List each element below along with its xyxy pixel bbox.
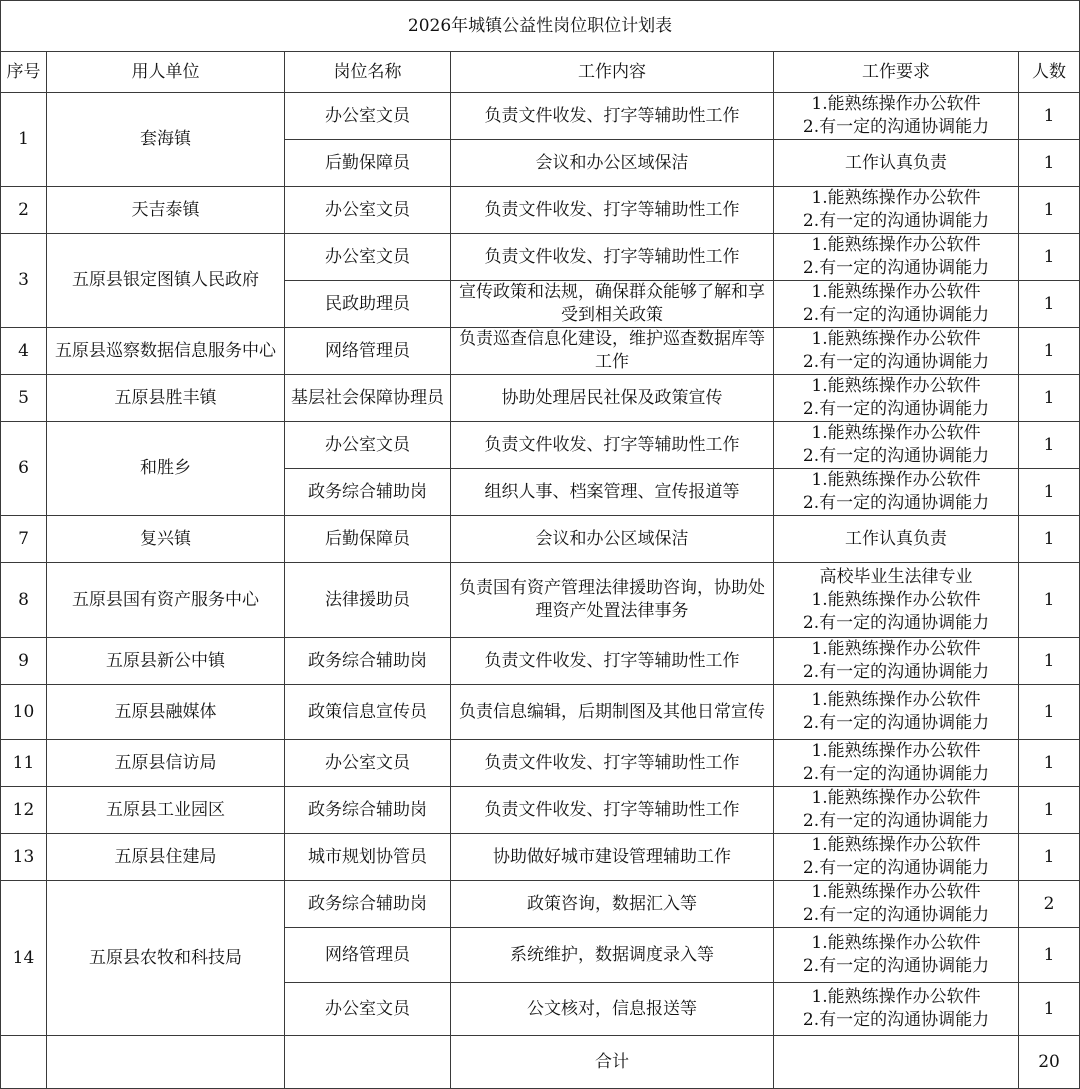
cell-position: 办公室文员 [285, 983, 451, 1036]
cell-position: 网络管理员 [285, 328, 451, 375]
cell-content: 负责巡查信息化建设，维护巡查数据库等工作 [451, 328, 774, 375]
requirement-line: 1.能熟练操作办公软件 [811, 235, 981, 255]
table-row [1, 881, 1080, 928]
header-unit: 用人单位 [47, 52, 285, 93]
total-label: 合计 [451, 1036, 774, 1089]
requirement-line: 1.能熟练操作办公软件 [811, 882, 981, 902]
requirement-line: 高校毕业生法律专业 [819, 566, 973, 587]
cell-content: 会议和办公区域保洁 [451, 516, 774, 563]
cell-content: 宣传政策和法规，确保群众能够了解和享受到相关政策 [451, 281, 774, 328]
table-row [1, 328, 1080, 375]
cell-position: 政策信息宣传员 [285, 685, 451, 740]
cell-position: 法律援助员 [285, 563, 451, 638]
requirement-line: 2.有一定的沟通协调能力 [802, 305, 990, 325]
table-row [1, 375, 1080, 422]
table-row [1, 93, 1080, 140]
cell-seq: 2 [1, 187, 47, 234]
cell-content: 负责文件收发、打字等辅助性工作 [451, 787, 774, 834]
requirement-line: 2.有一定的沟通协调能力 [802, 764, 990, 784]
cell-seq: 14 [1, 881, 47, 1036]
requirement-line: 2.有一定的沟通协调能力 [802, 662, 990, 682]
cell-count: 1 [1019, 983, 1080, 1036]
cell-count: 1 [1019, 516, 1080, 563]
cell-seq: 4 [1, 328, 47, 375]
cell-content: 系统维护，数据调度录入等 [451, 928, 774, 983]
requirement-line: 1.能熟练操作办公软件 [811, 788, 981, 808]
cell-unit: 五原县胜丰镇 [47, 375, 285, 422]
cell-content: 负责文件收发、打字等辅助性工作 [451, 234, 774, 281]
cell-count: 1 [1019, 928, 1080, 983]
cell-unit: 五原县巡察数据信息服务中心 [47, 328, 285, 375]
cell-position: 后勤保障员 [285, 140, 451, 187]
header-requirements: 工作要求 [774, 52, 1019, 93]
cell-position: 后勤保障员 [285, 516, 451, 563]
cell-count: 1 [1019, 563, 1080, 638]
cell-position: 基层社会保障协理员 [285, 375, 451, 422]
header-seq: 序号 [1, 52, 47, 93]
requirement-line: 1.能熟练操作办公软件 [811, 835, 981, 855]
header-content: 工作内容 [451, 52, 774, 93]
requirement-line: 工作认真负责 [845, 528, 947, 549]
cell-unit: 五原县融媒体 [47, 685, 285, 740]
requirement-line: 1.能熟练操作办公软件 [811, 470, 981, 490]
cell-content: 负责文件收发、打字等辅助性工作 [451, 187, 774, 234]
cell-unit: 五原县住建局 [47, 834, 285, 881]
cell-seq: 12 [1, 787, 47, 834]
header-count: 人数 [1019, 52, 1080, 93]
requirement-line: 1.能熟练操作办公软件 [811, 639, 981, 659]
cell-count: 1 [1019, 740, 1080, 787]
cell-requirements [774, 638, 1019, 685]
requirement-line: 1.能熟练操作办公软件 [811, 188, 981, 208]
cell-unit: 五原县农牧和科技局 [47, 881, 285, 1036]
table-row [1, 638, 1080, 685]
requirement-line: 2.有一定的沟通协调能力 [802, 258, 990, 278]
cell-seq: 7 [1, 516, 47, 563]
cell-content: 协助做好城市建设管理辅助工作 [451, 834, 774, 881]
cell-requirements [774, 834, 1019, 881]
table-row [1, 516, 1080, 563]
cell-requirements [774, 187, 1019, 234]
cell-count: 1 [1019, 422, 1080, 469]
cell-requirements [774, 881, 1019, 928]
cell-position: 办公室文员 [285, 234, 451, 281]
requirement-line: 1.能熟练操作办公软件 [811, 933, 981, 953]
cell-count: 2 [1019, 881, 1080, 928]
cell-unit: 五原县国有资产服务中心 [47, 563, 285, 638]
cell-content: 公文核对，信息报送等 [451, 983, 774, 1036]
cell-seq: 6 [1, 422, 47, 516]
cell-count: 1 [1019, 787, 1080, 834]
requirement-line: 1.能熟练操作办公软件 [811, 423, 981, 443]
cell-unit: 五原县银定图镇人民政府 [47, 234, 285, 328]
cell-requirements [774, 516, 1019, 563]
cell-position: 民政助理员 [285, 281, 451, 328]
requirement-line: 2.有一定的沟通协调能力 [802, 117, 990, 137]
cell-position: 政务综合辅助岗 [285, 638, 451, 685]
cell-position: 城市规划协管员 [285, 834, 451, 881]
cell-position: 政务综合辅助岗 [285, 469, 451, 516]
table-row [1, 187, 1080, 234]
cell-count: 1 [1019, 93, 1080, 140]
requirement-line: 2.有一定的沟通协调能力 [802, 493, 990, 513]
cell-seq: 3 [1, 234, 47, 328]
requirement-line: 2.有一定的沟通协调能力 [802, 858, 990, 878]
requirement-line: 2.有一定的沟通协调能力 [802, 352, 990, 372]
total-row [1, 1036, 1080, 1089]
cell-requirements [774, 93, 1019, 140]
cell-count: 1 [1019, 685, 1080, 740]
requirement-line: 1.能熟练操作办公软件 [811, 589, 981, 610]
cell-count: 1 [1019, 234, 1080, 281]
cell-content: 协助处理居民社保及政策宣传 [451, 375, 774, 422]
requirement-line: 1.能熟练操作办公软件 [811, 690, 981, 710]
cell-seq: 11 [1, 740, 47, 787]
cell-count: 1 [1019, 281, 1080, 328]
cell-position: 办公室文员 [285, 422, 451, 469]
header-position: 岗位名称 [285, 52, 451, 93]
requirement-line: 1.能熟练操作办公软件 [811, 282, 981, 302]
requirement-line: 1.能熟练操作办公软件 [811, 94, 981, 114]
cell-unit: 套海镇 [47, 93, 285, 187]
cell-count: 1 [1019, 638, 1080, 685]
cell-requirements [774, 281, 1019, 328]
requirement-line: 1.能熟练操作办公软件 [811, 741, 981, 761]
cell-unit: 五原县信访局 [47, 740, 285, 787]
cell-seq: 8 [1, 563, 47, 638]
cell-position: 办公室文员 [285, 93, 451, 140]
total-blank-4 [774, 1036, 1019, 1089]
requirement-line: 工作认真负责 [845, 152, 947, 173]
cell-content: 政策咨询，数据汇入等 [451, 881, 774, 928]
requirement-line: 2.有一定的沟通协调能力 [802, 905, 990, 925]
cell-content: 负责文件收发、打字等辅助性工作 [451, 422, 774, 469]
requirement-line: 1.能熟练操作办公软件 [811, 376, 981, 396]
cell-count: 1 [1019, 140, 1080, 187]
table-row [1, 834, 1080, 881]
cell-seq: 10 [1, 685, 47, 740]
requirement-line: 2.有一定的沟通协调能力 [802, 211, 990, 231]
cell-requirements [774, 685, 1019, 740]
cell-count: 1 [1019, 187, 1080, 234]
cell-seq: 9 [1, 638, 47, 685]
cell-unit: 天吉泰镇 [47, 187, 285, 234]
cell-content: 负责文件收发、打字等辅助性工作 [451, 93, 774, 140]
requirement-line: 2.有一定的沟通协调能力 [802, 612, 990, 633]
cell-position: 网络管理员 [285, 928, 451, 983]
total-blank-3 [285, 1036, 451, 1089]
total-blank-2 [47, 1036, 285, 1089]
cell-requirements [774, 328, 1019, 375]
cell-content: 负责文件收发、打字等辅助性工作 [451, 740, 774, 787]
cell-requirements [774, 469, 1019, 516]
table-title: 2026年城镇公益性岗位职位计划表 [1, 1, 1080, 52]
cell-content: 会议和办公区域保洁 [451, 140, 774, 187]
cell-content: 组织人事、档案管理、宣传报道等 [451, 469, 774, 516]
cell-position: 办公室文员 [285, 740, 451, 787]
requirement-line: 2.有一定的沟通协调能力 [802, 1010, 990, 1030]
cell-count: 1 [1019, 328, 1080, 375]
requirement-line: 1.能熟练操作办公软件 [811, 329, 981, 349]
cell-unit: 和胜乡 [47, 422, 285, 516]
requirement-line: 2.有一定的沟通协调能力 [802, 811, 990, 831]
table-row [1, 740, 1080, 787]
cell-requirements [774, 983, 1019, 1036]
cell-requirements [774, 422, 1019, 469]
cell-count: 1 [1019, 375, 1080, 422]
cell-seq: 5 [1, 375, 47, 422]
cell-unit: 五原县新公中镇 [47, 638, 285, 685]
cell-requirements [774, 928, 1019, 983]
cell-seq: 1 [1, 93, 47, 187]
table-row [1, 422, 1080, 469]
total-count: 20 [1019, 1036, 1080, 1089]
table-row [1, 234, 1080, 281]
requirement-line: 1.能熟练操作办公软件 [811, 987, 981, 1007]
cell-position: 政务综合辅助岗 [285, 787, 451, 834]
total-blank-1 [1, 1036, 47, 1089]
cell-content: 负责信息编辑，后期制图及其他日常宣传 [451, 685, 774, 740]
cell-requirements [774, 787, 1019, 834]
cell-count: 1 [1019, 834, 1080, 881]
cell-requirements [774, 563, 1019, 638]
cell-content: 负责国有资产管理法律援助咨询，协助处理资产处置法律事务 [451, 563, 774, 638]
cell-requirements [774, 375, 1019, 422]
cell-unit: 复兴镇 [47, 516, 285, 563]
cell-unit: 五原县工业园区 [47, 787, 285, 834]
table-row [1, 563, 1080, 638]
table-row [1, 787, 1080, 834]
table-row [1, 685, 1080, 740]
requirement-line: 2.有一定的沟通协调能力 [802, 956, 990, 976]
cell-seq: 13 [1, 834, 47, 881]
cell-position: 政务综合辅助岗 [285, 881, 451, 928]
cell-position: 办公室文员 [285, 187, 451, 234]
cell-requirements [774, 234, 1019, 281]
cell-requirements [774, 740, 1019, 787]
requirement-line: 2.有一定的沟通协调能力 [802, 446, 990, 466]
cell-requirements [774, 140, 1019, 187]
requirement-line: 2.有一定的沟通协调能力 [802, 713, 990, 733]
cell-content: 负责文件收发、打字等辅助性工作 [451, 638, 774, 685]
requirement-line: 2.有一定的沟通协调能力 [802, 399, 990, 419]
cell-count: 1 [1019, 469, 1080, 516]
